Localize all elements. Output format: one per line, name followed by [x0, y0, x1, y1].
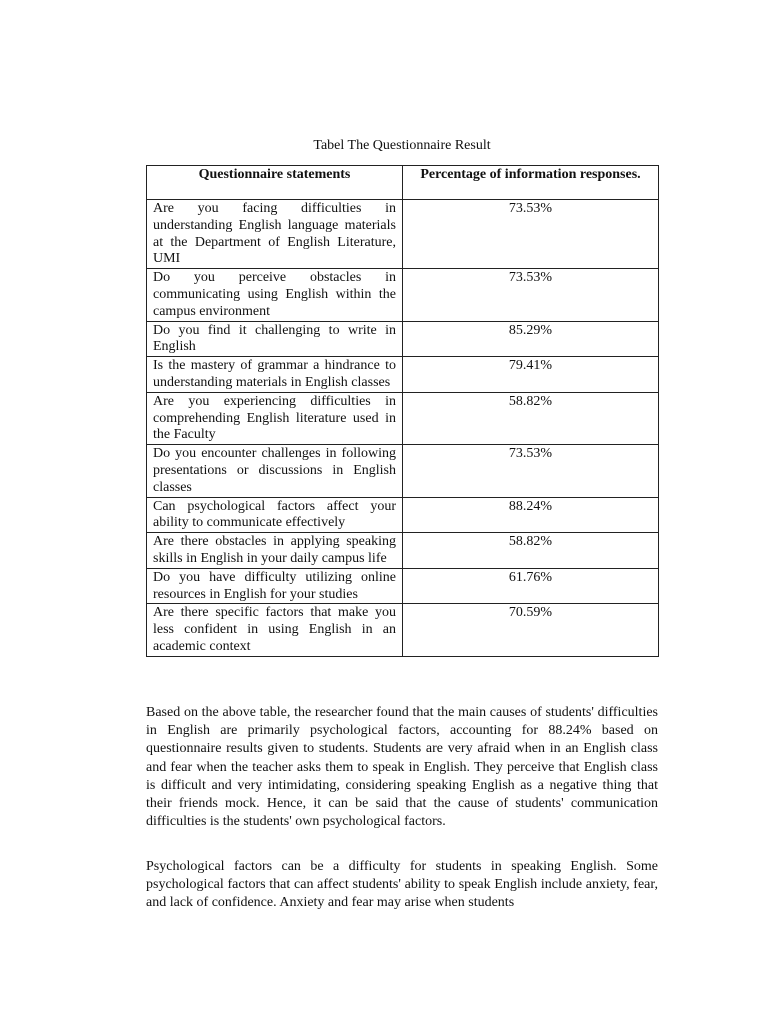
table-row: [147, 497, 659, 533]
statement-cell: Are there obstacles in applying speaking skills in English in your daily campus life: [147, 533, 403, 569]
statement-cell: Do you perceive obstacles in communicating using English within the campus environment: [147, 269, 403, 321]
table-row: [147, 533, 659, 569]
statement-cell: Is the mastery of grammar a hindrance to understanding materials in English classes: [147, 357, 403, 393]
table-row: [147, 445, 659, 497]
table-row: [147, 604, 659, 656]
table-row: [147, 568, 659, 604]
statement-cell: Are you facing difficulties in understanding English language materials at the Department of English Literature, UMI: [147, 200, 403, 269]
percentage-cell: 73.53%: [403, 200, 659, 269]
table-row: [147, 269, 659, 321]
statement-cell: Do you encounter challenges in following presentations or discussions in English classes: [147, 445, 403, 497]
percentage-cell: 79.41%: [403, 357, 659, 393]
body-paragraph-psychological-factors: Psychological factors can be a difficulty for students in speaking English. Some psychological factors that can affect students' ability to speak English include anxiety, fear, and lack of confidence. Anxiety and fear may arise when students: [146, 859, 658, 911]
statement-cell: Do you have difficulty utilizing online resources in English for your studies: [147, 568, 403, 604]
table-row: [147, 200, 659, 269]
table-row: [147, 392, 659, 444]
statement-cell: Can psychological factors affect your ability to communicate effectively: [147, 497, 403, 533]
percentage-cell: 58.82%: [403, 533, 659, 569]
percentage-cell: 58.82%: [403, 392, 659, 444]
table-row: [147, 321, 659, 357]
table-header-row: [147, 166, 659, 200]
header-statements: Questionnaire statements: [147, 166, 403, 200]
table-row: [147, 357, 659, 393]
percentage-cell: 61.76%: [403, 568, 659, 604]
percentage-cell: 88.24%: [403, 497, 659, 533]
percentage-cell: 73.53%: [403, 445, 659, 497]
percentage-cell: 70.59%: [403, 604, 659, 656]
header-percentage: Percentage of information responses.: [403, 166, 659, 200]
statement-cell: Are there specific factors that make you less confident in using English in an academic context: [147, 604, 403, 656]
statement-cell: Are you experiencing difficulties in comprehending English literature used in the Faculty: [147, 392, 403, 444]
percentage-cell: 85.29%: [403, 321, 659, 357]
questionnaire-table: [146, 165, 659, 657]
statement-cell: Do you find it challenging to write in English: [147, 321, 403, 357]
table-caption: Tabel The Questionnaire Result: [313, 138, 491, 153]
body-paragraph-findings: Based on the above table, the researcher found that the main causes of students' difficulties in English are primarily psychological factors, accounting for 88.24% based on questionnaire results given to students. Students are very afraid when in an English class and fear when the teacher asks them to speak in English. They perceive that English class is difficult and very intimidating, considering speaking English as a negative thing that their friends mock. Hence, it can be said that the cause of students' communication difficulties is the students' own psychological factors.: [146, 705, 658, 830]
percentage-cell: 73.53%: [403, 269, 659, 321]
